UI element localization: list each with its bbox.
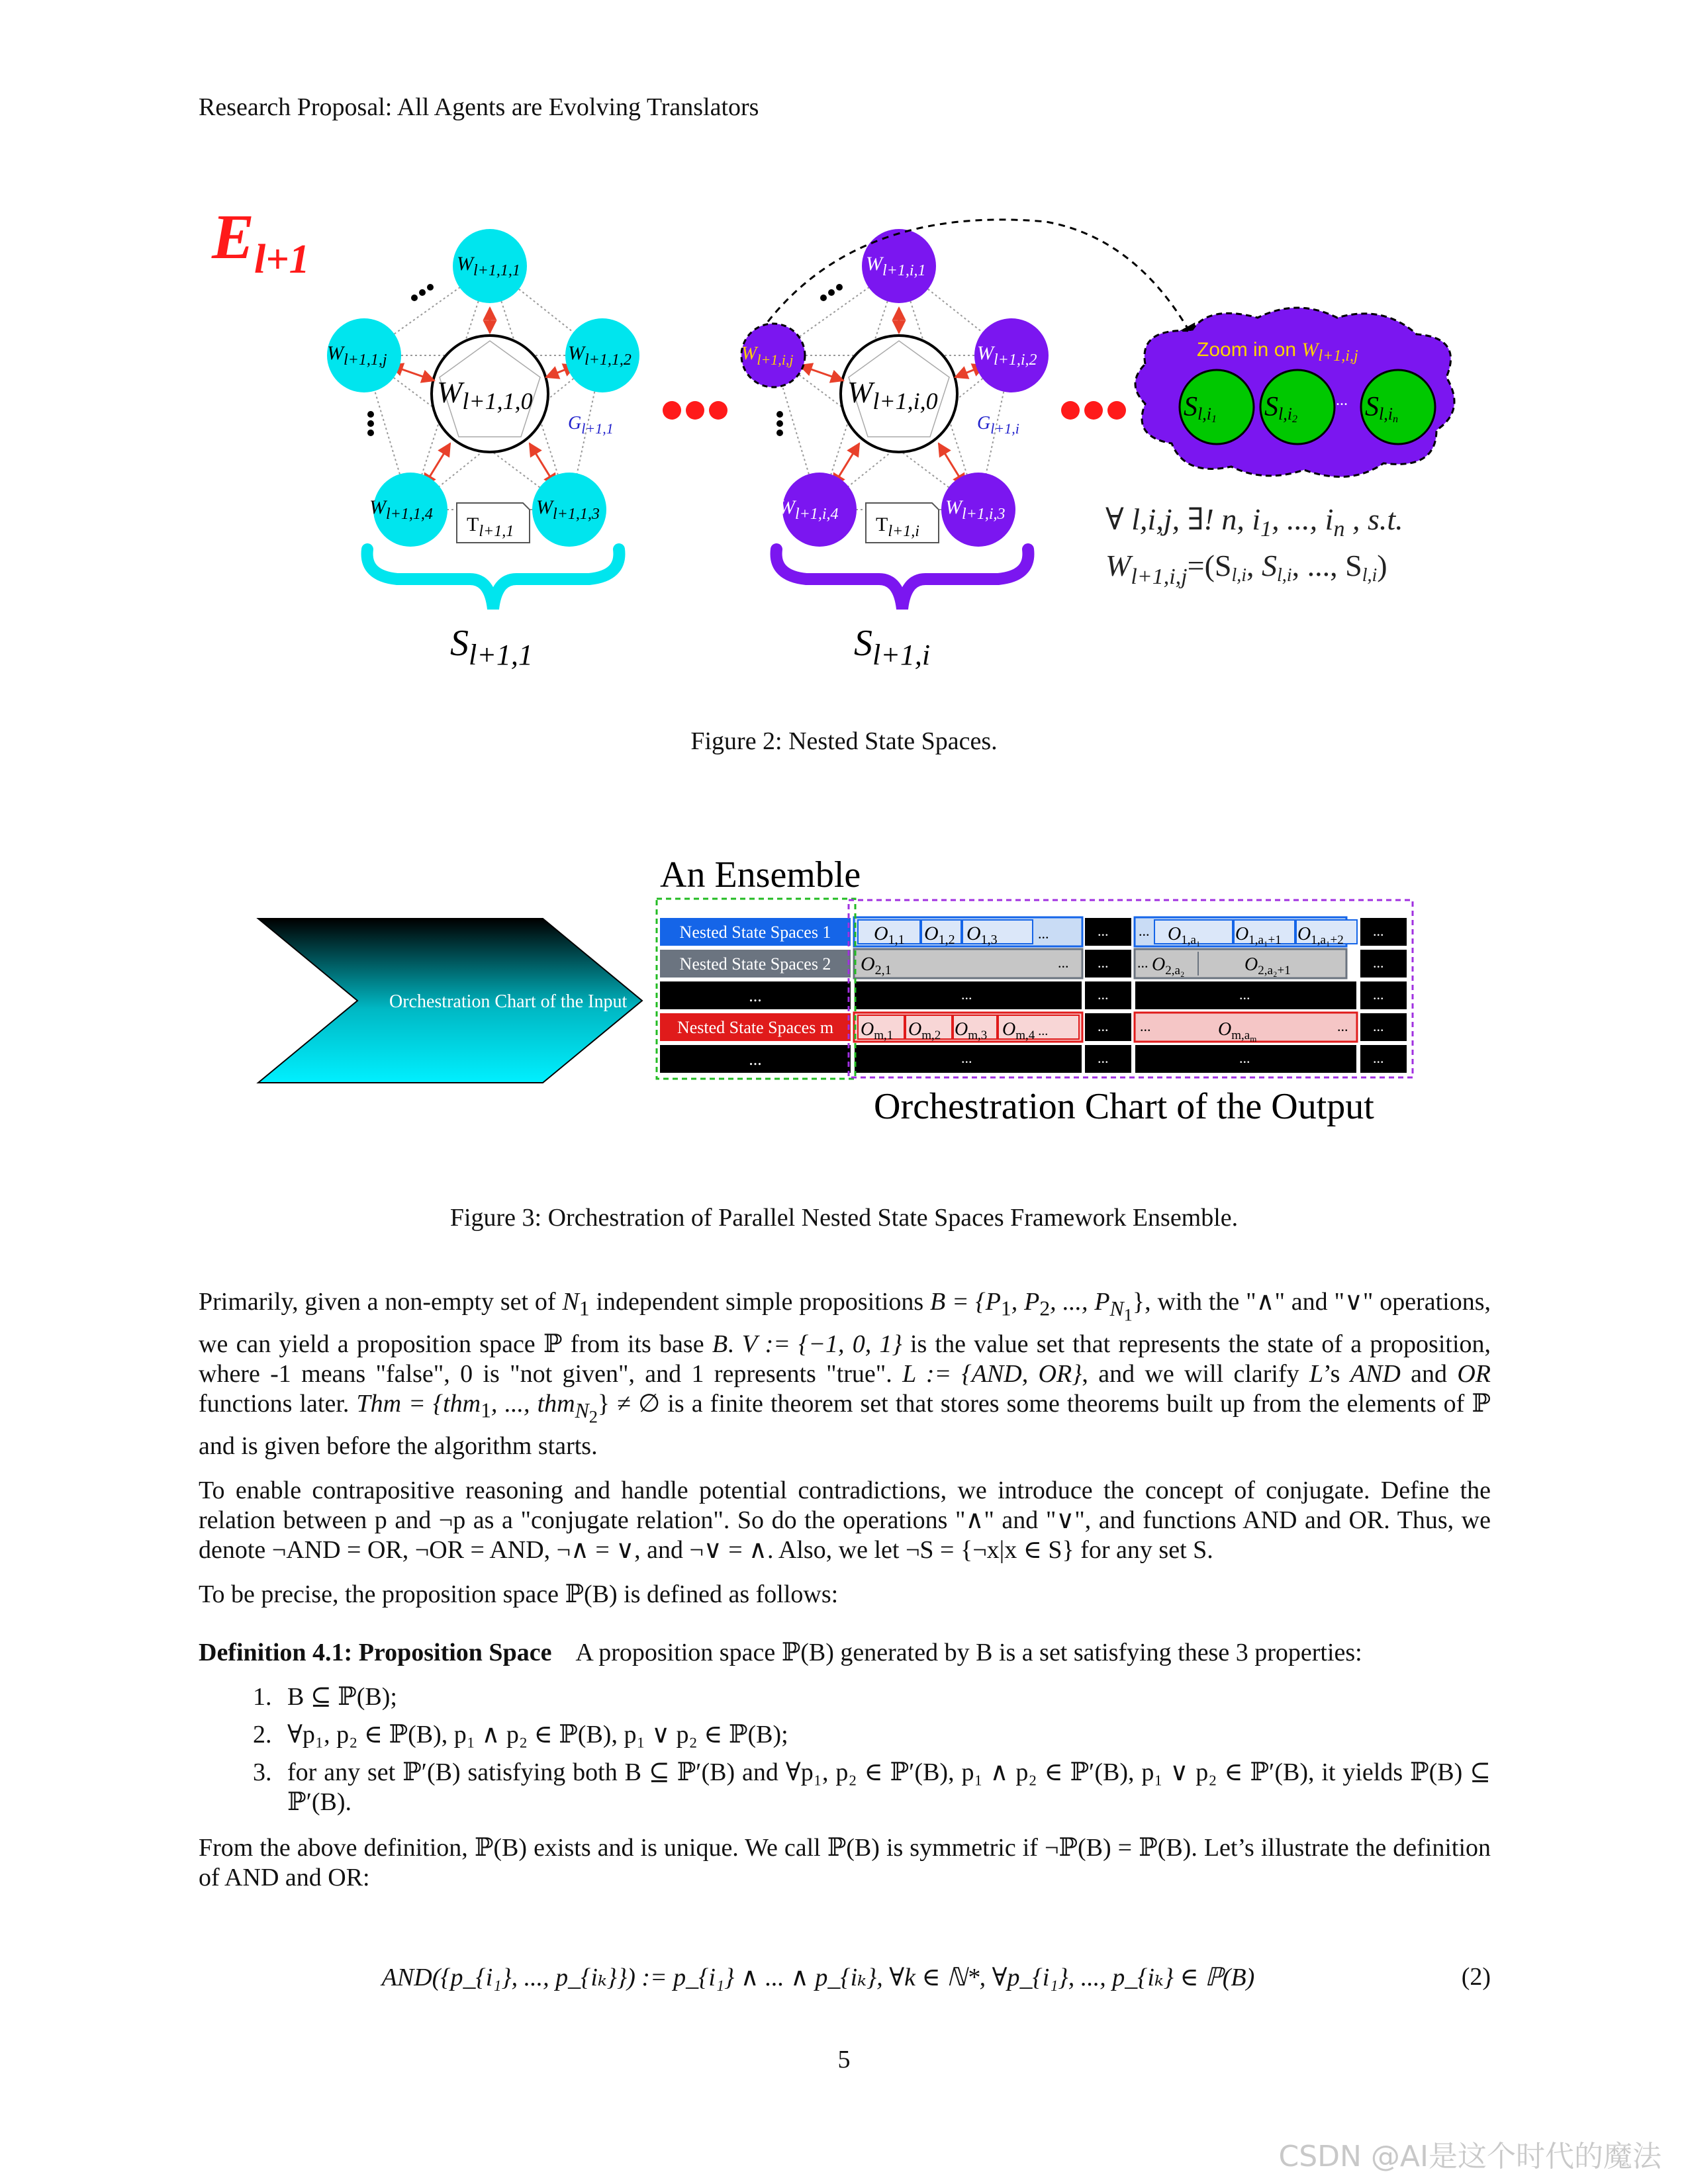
brace-label: $S_{l+1,i}$ bbox=[854, 623, 931, 671]
node-left-label: $W_{l+1,i,j}$ bbox=[741, 343, 794, 368]
svg-text:...: ... bbox=[1098, 1018, 1109, 1034]
svg-text:...: ... bbox=[1373, 954, 1384, 971]
sub-space-2: Sl,i2 bbox=[1264, 392, 1297, 425]
paragraph-3: To be precise, the proposition space ℙ(B) is defined as follows: bbox=[199, 1580, 839, 1608]
row-3-cells bbox=[854, 981, 1407, 1010]
watermark: CSDN @AI是这个时代的魔法 bbox=[1278, 2140, 1662, 2173]
svg-text:...: ... bbox=[1373, 986, 1384, 1003]
zoom-ellipsis: ... bbox=[1336, 392, 1348, 409]
paragraph-4: From the above definition, ℙ(B) exists and is unique. We call ℙ(B) is symmetric if ¬ℙ(B) = ℙ(B). Let’s illustrate the definition of AND and OR: bbox=[199, 1834, 1491, 1891]
node-bottomleft-label: $W_{l+1,1,4}$ bbox=[369, 496, 433, 523]
svg-text:...: ... bbox=[1098, 986, 1109, 1003]
graph-label: $G_{l+1,i}$ bbox=[977, 413, 1019, 437]
input-chart-label: Orchestration Chart of the Input bbox=[389, 991, 628, 1012]
task-label: $T_{l+1,1}$ bbox=[467, 514, 514, 540]
figure-3-caption: Figure 3: Orchestration of Parallel Nested State Spaces Framework Ensemble. bbox=[449, 1204, 1239, 1232]
svg-text:Om,1: $O_{m,1}$ bbox=[861, 1019, 894, 1042]
list-item: 3. for any set ℙ′(B) satisfying both B ⊆ ℙ′(B) and ∀p₁, p₂ ∈ ℙ′(B), p₁ ∧ p₂ ∈ ℙ′(B), p₁ ∨ p₂ ∈ ℙ′(B), it yields ℙ(B) ⊆ ℙ′(B). bbox=[278, 1758, 1491, 1817]
svg-text:O2,1: $O_{2,1}$ bbox=[861, 953, 892, 978]
node-right-label: $W_{l+1,i,2}$ bbox=[977, 342, 1037, 369]
svg-text:...: ... bbox=[1239, 1050, 1250, 1066]
svg-text:...: ... bbox=[961, 986, 972, 1003]
center-agent-label: $W_{l+1,1,0}$ bbox=[437, 375, 533, 414]
ensemble-label: $E_{l+1}$ bbox=[212, 201, 310, 282]
svg-text:O2,a₂: $O_{2,a_2}$ bbox=[1152, 954, 1185, 978]
svg-text:...: ... bbox=[749, 1050, 762, 1069]
svg-text:Om,4 ...: $O_{m,4}$ ... bbox=[1002, 1019, 1049, 1042]
svg-text:Om,am: $O_{m,a}m$ bbox=[1218, 1019, 1257, 1044]
page-number: 5 bbox=[837, 2046, 851, 2073]
list-item: 2. ∀p₁, p₂ ∈ ℙ(B), p₁ ∧ p₂ ∈ ℙ(B), p₁ ∨ p₂ ∈ ℙ(B); bbox=[278, 1720, 1491, 1750]
svg-text:...: ... bbox=[1373, 923, 1384, 939]
zoom-cloud bbox=[1135, 308, 1454, 477]
node-bottomright-label: $W_{l+1,1,3}$ bbox=[536, 496, 600, 523]
equation-number: (2) bbox=[1461, 1963, 1491, 1991]
svg-text:...: ... bbox=[1058, 954, 1069, 971]
quantifier-line: ∀ l,i,j, ∃! n, $i_1$, ..., $i_n$ , s.t. bbox=[1105, 502, 1403, 541]
svg-text:...: ... bbox=[961, 1050, 972, 1066]
node-bottomright-label: $W_{l+1,i,3}$ bbox=[945, 496, 1006, 523]
svg-text:...: ... bbox=[1137, 954, 1149, 971]
row-1-cells bbox=[854, 917, 1407, 947]
brace-label: $S_{l+1,1}$ bbox=[450, 623, 533, 671]
svg-text:Nested State Spaces 1: Nested State Spaces 1 bbox=[679, 923, 831, 942]
svg-text:Nested State Spaces m: Nested State Spaces m bbox=[677, 1018, 834, 1037]
svg-text:...: ... bbox=[1098, 923, 1109, 939]
svg-text:Nested State Spaces 2: Nested State Spaces 2 bbox=[679, 954, 831, 974]
svg-text:O1,a₁+1: $O_{1,a_1+1}$ bbox=[1235, 924, 1282, 947]
formula-line: $W_{l+1,i,j}=(Sl,i$, Sl,i, ..., Sl,i) bbox=[1105, 549, 1387, 589]
node-right-label: $W_{l+1,1,2}$ bbox=[568, 342, 632, 369]
row-4-cells bbox=[854, 1013, 1407, 1044]
svg-text:O1,1: $O_{1,1}$ bbox=[874, 923, 905, 947]
svg-text:Om,2: $O_{m,2}$ bbox=[908, 1019, 941, 1042]
row-2-cells bbox=[854, 949, 1407, 978]
svg-text:...: ... bbox=[1337, 1018, 1348, 1034]
svg-text:...: ... bbox=[749, 986, 762, 1005]
property-list bbox=[199, 1682, 1491, 1817]
output-chart-title: Orchestration Chart of the Output bbox=[874, 1086, 1374, 1127]
group-1-state-space bbox=[327, 229, 639, 671]
svg-text:...: ... bbox=[1038, 925, 1049, 942]
row-labels bbox=[659, 917, 851, 1073]
node-top-label: $W_{l+1,i,1}$ bbox=[866, 253, 926, 279]
figure-2-caption: Figure 2: Nested State Spaces. bbox=[690, 727, 998, 755]
zoom-arrow bbox=[768, 220, 1195, 341]
sub-space-n: Sl,in bbox=[1365, 392, 1398, 425]
paragraph-1: Primarily, given a non-empty set of $N_1$ independent simple propositions $B = \{P_1$, $P_2$, ..., $P_{N_1}$}, with the "∧" and "∨" operations, we can yield a proposition space ℙ from its base B. V := {−1, 0, 1} is the value set that represents the state of a proposition, where -1 means "false", 0 is "not given", and 1 represents "true". L := {AND, OR}, and we will clarify L’s AND and OR functions later. Thm = {thm$_1$, ..., thm$_{N_2}$} ≠ ∅ is a finite theorem set that stores some theorems built up from the elements of ℙ and is given before the algorithm starts. bbox=[199, 1288, 1491, 1460]
svg-text:...: ... bbox=[1140, 1018, 1151, 1034]
definition-block bbox=[199, 1638, 1491, 1907]
node-bottomleft-label: $W_{l+1,i,4}$ bbox=[778, 496, 839, 523]
figure-2-nested-state-spaces bbox=[185, 192, 1503, 695]
task-label: $T_{l+1,i}$ bbox=[876, 514, 919, 540]
definition-text: A proposition space ℙ(B) generated by B is a set satisfying these 3 properties: bbox=[575, 1639, 1362, 1666]
group-i-state-space bbox=[741, 229, 1049, 671]
equation-body: AND({p_{i₁}, ..., p_{iₖ}}) := p_{i₁} ∧ ... ∧ p_{iₖ}, ∀k ∈ ℕ*, ∀p_{i₁}, ..., p_{iₖ} ∈ ℙ(B) bbox=[381, 1964, 1255, 1991]
svg-text:O2,a₂+1: $O_{2,a_2+1}$ bbox=[1244, 954, 1291, 978]
body-text bbox=[199, 1287, 1491, 1624]
svg-text:Om,3: $O_{m,3}$ bbox=[955, 1019, 988, 1042]
node-top-label: $W_{l+1,1,1}$ bbox=[457, 253, 520, 279]
center-agent-label: $W_{l+1,i,0}$ bbox=[847, 375, 938, 414]
equation-2 bbox=[199, 1962, 1491, 1992]
svg-text:O1,2: $O_{1,2}$ bbox=[924, 923, 955, 947]
svg-text:...: ... bbox=[1373, 1018, 1384, 1034]
definition-title: Definition 4.1: Proposition Space bbox=[199, 1639, 552, 1666]
svg-text:...: ... bbox=[1373, 1050, 1384, 1066]
row-5-cells bbox=[854, 1044, 1407, 1073]
svg-text:...: ... bbox=[1239, 986, 1250, 1003]
node-left-label: $W_{l+1,1,j}$ bbox=[327, 342, 387, 369]
svg-text:O1,a₁+2: $O_{1,a_1+2}$ bbox=[1297, 924, 1344, 947]
svg-text:O1,3: $O_{1,3}$ bbox=[966, 923, 998, 947]
svg-text:O1,a₁: $O_{1,a_1}$ bbox=[1168, 924, 1201, 947]
svg-text:...: ... bbox=[1098, 1050, 1109, 1066]
graph-label: $G_{l+1,1}$ bbox=[568, 413, 614, 437]
svg-text:...: ... bbox=[1098, 954, 1109, 971]
list-item: 1. B ⊆ ℙ(B); bbox=[278, 1682, 1491, 1712]
ensemble-title: An Ensemble bbox=[660, 854, 861, 895]
paragraph-2: To enable contrapositive reasoning and handle potential contradictions, we introduce the concept of conjugate. Define the relation between p and ¬p as a "conjugate relation". So do the operations "∧" and "∨", and functions AND and OR. Thus, we denote ¬AND = OR, ¬OR = AND, ¬∧ = ∨, and ¬∨ = ∧. Also, we let ¬S = {¬x|x ∈ S} for any set S. bbox=[199, 1476, 1491, 1564]
figure-3-orchestration bbox=[252, 854, 1456, 1145]
svg-text:...: ... bbox=[1139, 923, 1150, 939]
zoom-title: Zoom in on $W_{l+1,i,j}$ bbox=[1197, 339, 1358, 365]
sub-space-1: Sl,i1 bbox=[1184, 392, 1217, 425]
running-header: Research Proposal: All Agents are Evolving Translators bbox=[199, 93, 759, 121]
